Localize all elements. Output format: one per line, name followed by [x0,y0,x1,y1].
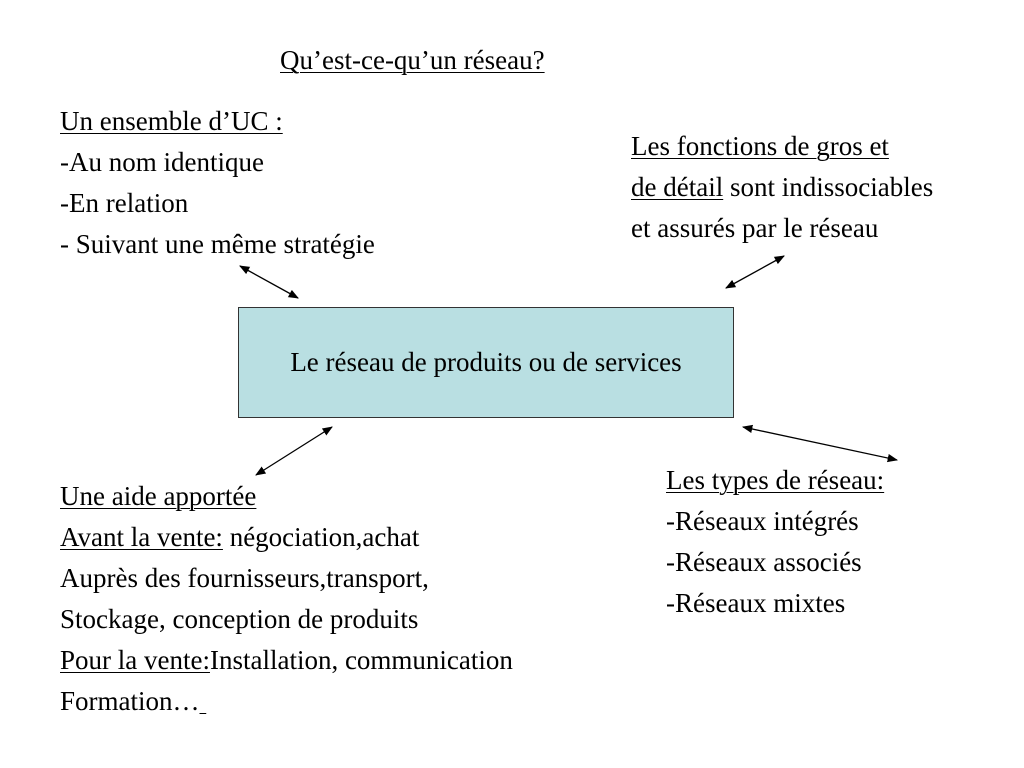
aide-line-6 [60,681,513,722]
list-item: - Suivant une même stratégie [60,229,375,259]
formation-text: Formation… [60,686,200,716]
fonctions-line-1: Les fonctions de gros et [631,131,889,161]
list-item: -Réseaux associés [666,547,862,577]
avant-vente-label: Avant la vente: [60,522,223,552]
page-title: Qu’est-ce-qu’un réseau? [280,45,545,75]
trailing-underline [200,686,207,716]
pour-vente-line [60,640,513,681]
ensemble-uc-block [60,101,375,265]
arrow-top-right [726,256,784,288]
fonctions-line-3: et assurés par le réseau [631,213,879,243]
fonctions-line-2 [631,167,933,208]
aide-line-3: Auprès des fournisseurs,transport, [60,563,429,593]
list-item: -Au nom identique [60,147,264,177]
aide-line-4: Stockage, conception de produits [60,604,419,634]
arrow-bottom-left [256,427,332,475]
aide-block [60,476,513,722]
fonctions-block [631,126,933,249]
detail-rest: sont indissociables [723,172,934,202]
arrow-top-left [240,266,298,298]
avant-vente-text: négociation,achat [222,522,420,552]
pour-vente-label: Pour la vente: [60,645,210,675]
list-item: -En relation [60,188,189,218]
arrow-bottom-right [743,427,897,460]
center-box: Le réseau de produits ou de services [238,307,734,418]
ensemble-uc-heading: Un ensemble d’UC : [60,106,283,136]
aide-heading: Une aide apportée [60,481,257,511]
detail-underlined: de détail [631,172,724,202]
avant-vente-line [60,517,513,558]
list-item: -Réseaux mixtes [666,588,846,618]
types-reseau-heading: Les types de réseau: [666,465,885,495]
types-reseau-block [666,460,884,624]
list-item: -Réseaux intégrés [666,506,859,536]
pour-vente-text: Installation, communication [209,645,513,675]
